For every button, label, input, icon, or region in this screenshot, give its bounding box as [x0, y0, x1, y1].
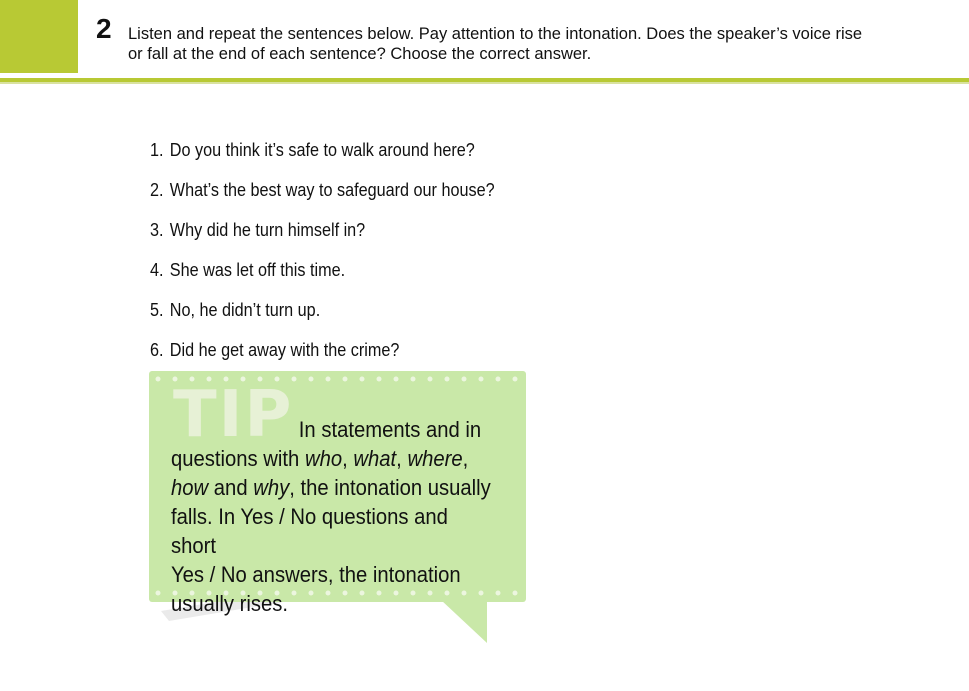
- header-accent-block: [0, 0, 78, 73]
- tip-text-italic: why: [253, 475, 290, 500]
- tip-text-italic: who: [304, 446, 343, 471]
- tip-text-segment: ,: [396, 446, 402, 471]
- tip-text-segment: ,: [462, 446, 469, 471]
- sentence-item: [150, 218, 495, 258]
- tip-text-segment: falls. In Yes / No questions and short: [171, 504, 448, 558]
- sentence-number: 6.: [150, 340, 164, 360]
- tip-callout: [149, 371, 526, 616]
- sentence-number: 5.: [150, 300, 164, 320]
- tip-text-segment: ,: [342, 446, 348, 471]
- sentence-list: [150, 138, 533, 378]
- sentence-text: Do you think it’s safe to walk around here?: [169, 140, 475, 160]
- tip-text-segment: , the intonation usually: [289, 475, 491, 500]
- tip-text-segment: In statements and in: [298, 417, 482, 442]
- sentence-item: [150, 138, 495, 178]
- sentence-text: Why did he turn himself in?: [169, 220, 366, 240]
- tip-text-segment: questions with: [171, 446, 300, 471]
- sentence-item: [150, 258, 495, 298]
- sentence-item: [150, 178, 495, 218]
- instruction-line: or fall at the end of each sentence? Choose the correct answer.: [128, 45, 592, 63]
- tip-text-italic: how: [171, 475, 209, 500]
- tip-text-italic: what: [353, 446, 397, 471]
- tip-text-segment: and: [213, 475, 248, 500]
- instruction-line: Listen and repeat the sentences below. Pay attention to the intonation. Does the speaker’s voice rise: [128, 25, 863, 43]
- tip-text: [171, 415, 495, 618]
- header-rule-shadow: [0, 82, 969, 84]
- sentence-text: She was let off this time.: [169, 260, 346, 280]
- exercise-number: 2: [96, 13, 112, 44]
- exercise-instruction: [128, 24, 948, 64]
- tip-text-segment: Yes / No answers, the intonation: [171, 562, 461, 587]
- sentence-text: No, he didn’t turn up.: [169, 300, 321, 320]
- sentence-number: 2.: [150, 180, 164, 200]
- sentence-number: 1.: [150, 140, 164, 160]
- sentence-text: Did he get away with the crime?: [169, 340, 400, 360]
- sentence-item: [150, 298, 495, 338]
- exercise-header: [0, 0, 969, 80]
- sentence-number: 3.: [150, 220, 164, 240]
- sentence-number: 4.: [150, 260, 164, 280]
- tip-label: TIP: [173, 378, 294, 452]
- tip-text-segment: usually rises.: [171, 591, 289, 616]
- tip-text-italic: where: [407, 446, 463, 471]
- sentence-text: What’s the best way to safeguard our house?: [169, 180, 495, 200]
